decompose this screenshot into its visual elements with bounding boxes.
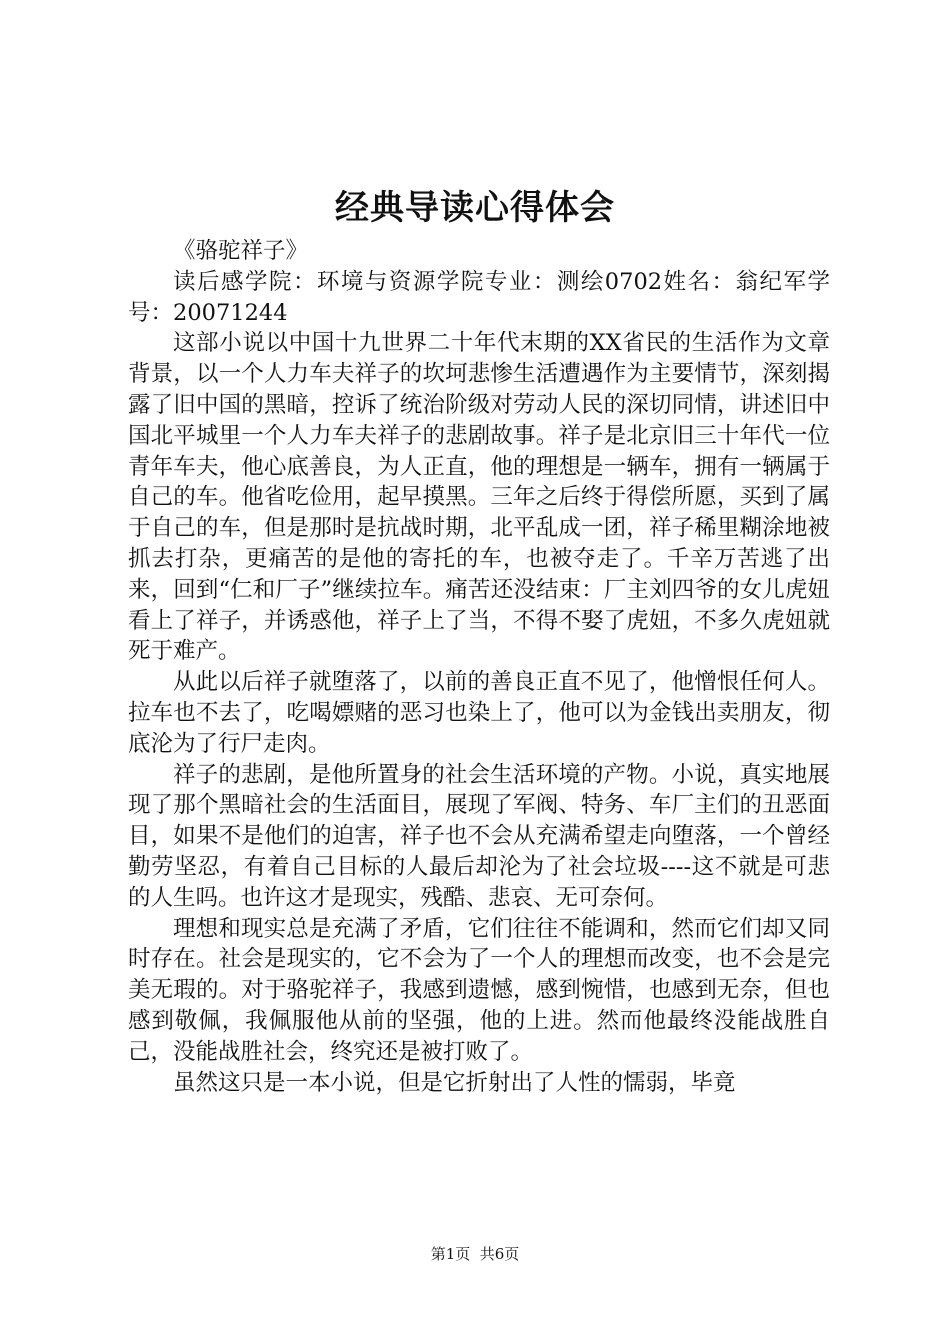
paragraph-ideal-vs-reality: 理想和现实总是充满了矛盾，它们往往不能调和，然而它们却又同时存在。社会是现实的，它不会为了一个人的理想而改变，也不会是完美无瑕的。对于骆驼祥子，我感到遗憾，感到惋惜，也感到无奈，但也感到敬佩，我佩服他从前的坚强，他的上进。然而他最终没能战胜自己，没能战胜社会，终究还是被打败了。	[128, 915, 830, 1065]
paragraph-conclusion-start: 虽然这只是一本小说，但是它折射出了人性的懦弱，毕竟	[173, 1069, 736, 1096]
paragraph-downfall: 从此以后祥子就堕落了，以前的善良正直不见了，他憎恨任何人。拉车也不去了，吃喝嫖赌的恶习也染上了，他可以为金钱出卖朋友，彻底沦为了行尸走肉。	[128, 669, 830, 757]
document-body	[128, 236, 830, 1098]
document-title: 经典导读心得体会	[335, 188, 615, 228]
paragraph-story-summary: 这部小说以中国十九世界二十年代末期的XX省民的生活作为文章背景，以一个人力车夫祥子的坎坷悲惨生活遭遇作为主要情节，深刻揭露了旧中国的黑暗，控诉了统治阶级对劳动人民的深切同情，讲述旧中国北平城里一个人力车夫祥子的悲剧故事。祥子是北京旧三十年代一位青年车夫，他心底善良，为人正直，他的理想是一辆车，拥有一辆属于自己的车。他省吃俭用，起早摸黑。三年之后终于得偿所愿，买到了属于自己的车，但是那时是抗战时期，北平乱成一团，祥子稀里糊涂地被抓去打杂，更痛苦的是他的寄托的车，也被夺走了。千辛万苦逃了出来，回到“仁和厂子”继续拉车。痛苦还没结束：厂主刘四爷的女儿虎妞看上了祥子，并诱惑他，祥子上了当，不得不娶了虎妞，不多久虎妞就死于难产。	[128, 330, 830, 665]
page-footer	[0, 1244, 950, 1264]
paragraph-tragedy-analysis: 祥子的悲剧，是他所置身的社会生活环境的产物。小说，真实地展现了那个黑暗社会的生活面目，展现了军阀、特务、车厂主们的丑恶面目，如果不是他们的迫害，祥子也不会从充满希望走向堕落，一个曾经勤劳坚忍，有着自己目标的人最后却沦为了社会垃圾----这不就是可悲的人生吗。也许这才是现实，残酷、悲哀、无可奈何。	[128, 761, 830, 911]
page-number: 第1页 共6页	[430, 1245, 520, 1263]
paragraph-book-title: 《骆驼祥子》	[173, 238, 309, 264]
paragraph-author-info: 读后感学院：环境与资源学院专业：测绘0702姓名：翁纪军学号：20071244	[128, 268, 830, 326]
